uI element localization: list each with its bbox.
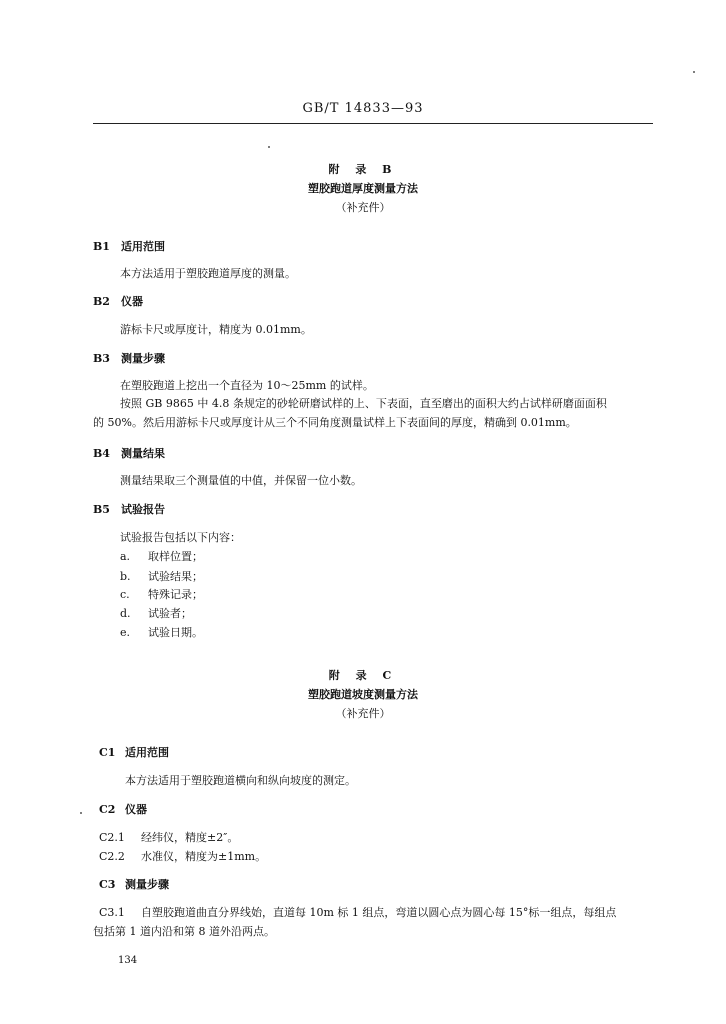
clause-number: C3.1 [99,906,125,919]
section-number: B5 [93,503,110,516]
appendix-c-label: 附 录 C [328,669,398,682]
clause-c2-1 [99,829,238,845]
section-title: 测量步骤 [125,878,169,891]
section-b4-text: 测量结果取三个测量值的中值，并保留一位小数。 [120,474,362,487]
list-item [120,605,192,621]
list-item [120,586,203,602]
section-b3-line-2: 按照 GB 9865 中 4.8 条规定的砂轮研磨试样的上、下表面，直至磨出的面积大约占试样研磨面面积 [120,397,607,410]
appendix-c-note: （补充件） [335,707,391,720]
section-title: 适用范围 [121,240,165,253]
section-b1-text: 本方法适用于塑胶跑道厚度的测量。 [120,267,296,280]
section-number: C3 [99,878,116,891]
list-text: 取样位置； [148,550,203,563]
section-title: 适用范围 [125,746,169,759]
clause-text: 经纬仪，精度±2″。 [141,831,239,844]
appendix-b-note: （补充件） [335,201,391,214]
list-item [120,548,203,564]
section-number: B3 [93,352,110,365]
list-item [120,624,203,640]
list-marker: d. [120,607,131,620]
section-b4-heading [93,445,165,461]
appendix-c-title: 塑胶跑道坡度测量方法 [308,688,418,701]
page-number: 134 [118,955,138,966]
list-marker: e. [120,626,131,639]
appendix-b-title: 塑胶跑道厚度测量方法 [308,182,418,195]
section-b2-text: 游标卡尺或厚度计，精度为 0.01mm。 [120,323,312,336]
section-title: 试验报告 [121,503,165,516]
list-item [120,568,203,584]
clause-text: 水准仪，精度为±1mm。 [141,850,267,863]
clause-number: C2.2 [99,850,125,863]
list-text: 试验结果； [148,570,203,583]
clause-c3-1-line-2: 包括第 1 道内沿和第 8 道外沿两点。 [93,925,275,938]
list-marker: b. [120,570,131,583]
section-c1-text: 本方法适用于塑胶跑道横向和纵向坡度的测定。 [125,774,356,787]
standard-code-header: GB/T 14833—93 [302,101,424,116]
section-b1-heading [93,238,165,254]
section-number: B4 [93,447,110,460]
clause-text: 自塑胶跑道曲直分界线始，直道每 10m 标 1 组点，弯道以圆心点为圆心每 15°标一组点，每组点 [141,906,617,919]
scan-speck [268,146,270,148]
section-number: B1 [93,240,110,253]
section-b2-heading [93,293,143,309]
clause-c2-2 [99,848,266,864]
list-marker: c. [120,588,130,601]
list-text: 试验者； [148,607,192,620]
section-c1-heading [99,744,169,760]
scan-speck [693,71,695,73]
section-title: 测量步骤 [121,352,165,365]
section-b3-heading [93,350,165,366]
list-text: 试验日期。 [148,626,203,639]
section-b5-heading [93,501,165,517]
clause-c3-1-line-1 [99,904,616,920]
section-title: 仪器 [125,803,147,816]
section-b3-line-3: 的 50%。然后用游标卡尺或厚度计从三个不同角度测量试样上下表面间的厚度，精确到 0.01mm。 [93,416,577,429]
section-b5-text: 试验报告包括以下内容： [120,531,241,544]
scan-speck [80,812,82,814]
clause-number: C2.1 [99,831,125,844]
list-marker: a. [120,550,131,563]
section-number: C2 [99,803,116,816]
section-c3-heading [99,876,169,892]
appendix-b-label: 附 录 B [328,163,398,176]
section-c2-heading [99,801,147,817]
section-title: 仪器 [121,295,143,308]
section-number: B2 [93,295,110,308]
list-text: 特殊记录； [148,588,203,601]
section-number: C1 [99,746,116,759]
header-rule [93,123,653,124]
section-title: 测量结果 [121,447,165,460]
section-b3-line-1: 在塑胶跑道上挖出一个直径为 10～25mm 的试样。 [120,379,374,392]
